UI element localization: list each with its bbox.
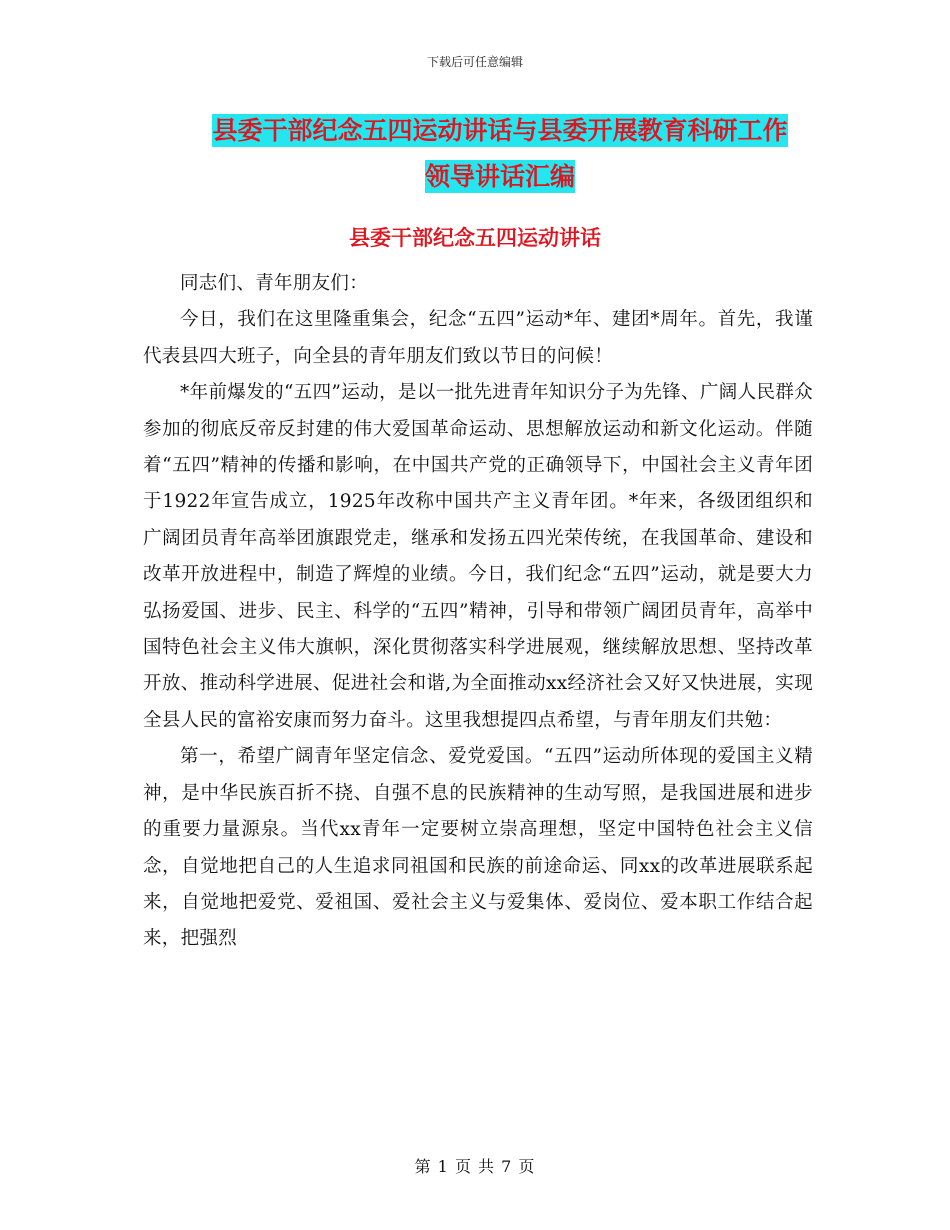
document-title-line-2: 领导讲话汇编 xyxy=(424,162,575,191)
total-page-count: 7 xyxy=(501,1157,513,1176)
paragraph-history: *年前爆发的“五四”运动，是以一批先进青年知识分子为先锋、广阔人民群众参加的彻底反帝反封建的伟大爱国革命运动、思想解放运动和新文化运动。伴随着“五四”精神的传播和影响，在中国共产党的正确领导下，中国社会主义青年团于1922年宣告成立，1925年改称中国共产主义青年团。*年来，各级团组织和广阔团员青年高举团旗跟党走，继承和发扬五四光荣传统，在我国革命、建设和改革开放进程中，制造了辉煌的业绩。今日，我们纪念“五四”运动，就是要大力弘扬爱国、进步、民主、科学的“五四”精神，引导和带领广阔团员青年，高举中国特色社会主义伟大旗帜，深化贯彻落实科学进展观，继续解放思想、坚持改革开放、推动科学进展、促进社会和谐,为全面推动xx经济社会又好又快进展，实现全县人民的富裕安康而努力奋斗。这里我想提四点希望，与青年朋友们共勉： xyxy=(143,382,813,731)
page-footer xyxy=(0,1154,950,1177)
current-page-number: 1 xyxy=(437,1157,449,1176)
paragraph-first-hope: 第一，希望广阔青年坚定信念、爱党爱国。“五四”运动所体现的爱国主义精神，是中华民族百折不挠、自强不息的民族精神的生动写照，是我国进展和进步的重要力量源泉。当代xx青年一定要树立崇高理想，坚定中国特色社会主义信念，自觉地把自己的人生追求同祖国和民族的前途命运、同xx的改革进展联系起来，自觉地把爱党、爱祖国、爱社会主义与爱集体、爱岗位、爱本职工作结合起来，把强烈 xyxy=(143,746,813,950)
page-label-prefix: 第 xyxy=(414,1157,432,1176)
page-header-note: 下载后可任意编辑 xyxy=(426,55,523,69)
paragraph-opening: 今日，我们在这里隆重集会，纪念“五四”运动*年、建团*周年。首先，我谨代表县四大班子，向全县的青年朋友们致以节日的问候！ xyxy=(143,309,813,367)
page-label-suffix: 页 xyxy=(518,1157,536,1176)
document-title-line-1: 县委干部纪念五四运动讲话与县委开展教育科研工作 xyxy=(212,116,788,145)
section-title: 县委干部纪念五四运动讲话 xyxy=(349,225,601,250)
page-label-mid: 页 共 xyxy=(454,1157,496,1176)
paragraph-salutation: 同志们、青年朋友们： xyxy=(180,273,369,294)
document-title xyxy=(100,108,900,200)
document-body xyxy=(143,266,813,958)
